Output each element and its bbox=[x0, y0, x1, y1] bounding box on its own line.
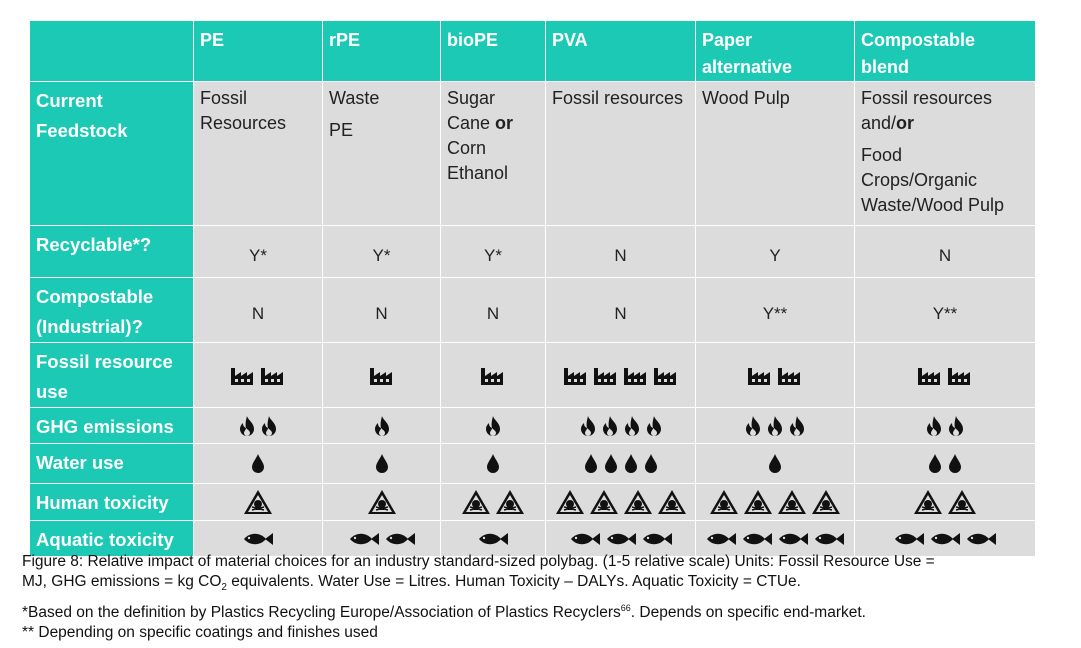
skull-warning-icon bbox=[743, 489, 773, 515]
human-rating-cell bbox=[323, 484, 441, 521]
skull-warning-icon bbox=[243, 489, 273, 515]
recyclable-cell: Y* bbox=[194, 226, 323, 278]
flame-icon bbox=[484, 415, 502, 437]
figure-caption bbox=[22, 552, 1062, 643]
caption-line-1: Figure 8: Relative impact of material choices for an industry standard-sized polybag. (1-5 relative scale) Units: Fossil Resource Use = bbox=[22, 553, 935, 570]
column-header-compostable-blend: Compostable blend bbox=[855, 21, 1036, 82]
skull-warning-icon bbox=[367, 489, 397, 515]
water-rating-cell bbox=[194, 444, 323, 484]
human-rating-cell bbox=[441, 484, 546, 521]
human-rating-cell bbox=[696, 484, 855, 521]
feedstock-cell: Fossil Resources bbox=[194, 82, 323, 226]
compostable-cell: N bbox=[194, 278, 323, 343]
water-drop-icon bbox=[623, 453, 639, 475]
fish-icon bbox=[705, 531, 737, 547]
fish-icon bbox=[777, 531, 809, 547]
feedstock-cell: Fossil resources bbox=[546, 82, 696, 226]
factory-icon bbox=[623, 364, 649, 386]
flame-icon bbox=[579, 415, 597, 437]
compostable-cell: Y** bbox=[696, 278, 855, 343]
ghg-rating-cell bbox=[855, 408, 1036, 444]
factory-icon bbox=[563, 364, 589, 386]
feedstock-cell: Fossil resources and/or Food Crops/Organic Waste/Wood Pulp bbox=[855, 82, 1036, 226]
column-header-biope: bioPE bbox=[441, 21, 546, 82]
factory-icon bbox=[230, 364, 256, 386]
fossil-rating-cell bbox=[855, 343, 1036, 408]
compostable-cell: Y** bbox=[855, 278, 1036, 343]
impact-comparison-table bbox=[29, 20, 1036, 557]
row-feedstock bbox=[30, 82, 1036, 226]
water-drop-icon bbox=[250, 453, 266, 475]
fish-icon bbox=[384, 531, 416, 547]
water-rating-cell bbox=[323, 444, 441, 484]
fish-icon bbox=[929, 531, 961, 547]
skull-warning-icon bbox=[947, 489, 977, 515]
fish-icon bbox=[641, 531, 673, 547]
skull-warning-icon bbox=[913, 489, 943, 515]
flame-icon bbox=[744, 415, 762, 437]
water-drop-icon bbox=[927, 453, 943, 475]
skull-warning-icon bbox=[555, 489, 585, 515]
row-fossil bbox=[30, 343, 1036, 408]
factory-icon bbox=[369, 364, 395, 386]
fish-icon bbox=[477, 531, 509, 547]
water-rating-cell bbox=[855, 444, 1036, 484]
ghg-rating-cell bbox=[194, 408, 323, 444]
flame-icon bbox=[373, 415, 391, 437]
column-header-rpe: rPE bbox=[323, 21, 441, 82]
feedstock-cell: Wood Pulp bbox=[696, 82, 855, 226]
fossil-rating-cell bbox=[441, 343, 546, 408]
factory-icon bbox=[480, 364, 506, 386]
flame-icon bbox=[238, 415, 256, 437]
water-rating-cell bbox=[546, 444, 696, 484]
compostable-cell: N bbox=[323, 278, 441, 343]
skull-warning-icon bbox=[623, 489, 653, 515]
factory-icon bbox=[777, 364, 803, 386]
fish-icon bbox=[605, 531, 637, 547]
skull-warning-icon bbox=[589, 489, 619, 515]
factory-icon bbox=[653, 364, 679, 386]
flame-icon bbox=[645, 415, 663, 437]
column-header-paper-alternative: Paper alternative bbox=[696, 21, 855, 82]
ghg-rating-cell bbox=[441, 408, 546, 444]
factory-icon bbox=[593, 364, 619, 386]
water-drop-icon bbox=[374, 453, 390, 475]
column-header-pva: PVA bbox=[546, 21, 696, 82]
recyclable-cell: Y* bbox=[323, 226, 441, 278]
fish-icon bbox=[813, 531, 845, 547]
row-label-fossil: Fossil resource use bbox=[30, 343, 194, 408]
fossil-rating-cell bbox=[323, 343, 441, 408]
recyclable-cell: N bbox=[855, 226, 1036, 278]
flame-icon bbox=[788, 415, 806, 437]
human-rating-cell bbox=[855, 484, 1036, 521]
skull-warning-icon bbox=[811, 489, 841, 515]
skull-warning-icon bbox=[709, 489, 739, 515]
recyclable-cell: N bbox=[546, 226, 696, 278]
factory-icon bbox=[747, 364, 773, 386]
water-rating-cell bbox=[441, 444, 546, 484]
compostable-cell: N bbox=[441, 278, 546, 343]
feedstock-cell: Waste PE bbox=[323, 82, 441, 226]
flame-icon bbox=[601, 415, 619, 437]
header-row bbox=[30, 21, 1036, 82]
compostable-cell: N bbox=[546, 278, 696, 343]
caption-line-4: ** Depending on specific coatings and finishes used bbox=[22, 624, 378, 642]
skull-warning-icon bbox=[777, 489, 807, 515]
recyclable-cell: Y* bbox=[441, 226, 546, 278]
water-drop-icon bbox=[603, 453, 619, 475]
flame-icon bbox=[623, 415, 641, 437]
water-drop-icon bbox=[947, 453, 963, 475]
row-label-human: Human toxicity bbox=[30, 484, 194, 521]
row-label-ghg: GHG emissions bbox=[30, 408, 194, 444]
row-label-aquatic: Aquatic toxicity bbox=[30, 521, 194, 557]
water-drop-icon bbox=[583, 453, 599, 475]
header-corner bbox=[30, 21, 194, 82]
row-human bbox=[30, 484, 1036, 521]
fish-icon bbox=[741, 531, 773, 547]
skull-warning-icon bbox=[495, 489, 525, 515]
fossil-rating-cell bbox=[546, 343, 696, 408]
row-label-water: Water use bbox=[30, 444, 194, 484]
fossil-rating-cell bbox=[696, 343, 855, 408]
factory-icon bbox=[917, 364, 943, 386]
row-label-feedstock: Current Feedstock bbox=[30, 82, 194, 226]
row-compostable bbox=[30, 278, 1036, 343]
human-rating-cell bbox=[194, 484, 323, 521]
row-label-compostable: Compostable (Industrial)? bbox=[30, 278, 194, 343]
human-rating-cell bbox=[546, 484, 696, 521]
fossil-rating-cell bbox=[194, 343, 323, 408]
feedstock-cell: Sugar Cane or Corn Ethanol bbox=[441, 82, 546, 226]
fish-icon bbox=[348, 531, 380, 547]
water-drop-icon bbox=[767, 453, 783, 475]
row-label-recyclable: Recyclable*? bbox=[30, 226, 194, 278]
row-recyclable bbox=[30, 226, 1036, 278]
flame-icon bbox=[925, 415, 943, 437]
column-header-pe: PE bbox=[194, 21, 323, 82]
row-ghg bbox=[30, 408, 1036, 444]
ghg-rating-cell bbox=[696, 408, 855, 444]
ghg-rating-cell bbox=[323, 408, 441, 444]
fish-icon bbox=[965, 531, 997, 547]
skull-warning-icon bbox=[657, 489, 687, 515]
caption-line-2: MJ, GHG emissions = kg $CO_2$ equivalents. Water Use = Litres. Human Toxicity – DALYs. Aquatic Toxicity = CTUe. bbox=[22, 573, 801, 594]
flame-icon bbox=[947, 415, 965, 437]
flame-icon bbox=[260, 415, 278, 437]
water-drop-icon bbox=[485, 453, 501, 475]
factory-icon bbox=[947, 364, 973, 386]
fish-icon bbox=[569, 531, 601, 547]
skull-warning-icon bbox=[461, 489, 491, 515]
ghg-rating-cell bbox=[546, 408, 696, 444]
row-water bbox=[30, 444, 1036, 484]
flame-icon bbox=[766, 415, 784, 437]
fish-icon bbox=[242, 531, 274, 547]
fish-icon bbox=[893, 531, 925, 547]
factory-icon bbox=[260, 364, 286, 386]
recyclable-cell: Y bbox=[696, 226, 855, 278]
water-drop-icon bbox=[643, 453, 659, 475]
caption-line-3: *Based on the definition by Plastics Recycling Europe/Association of Plastics Recyclers$^{66}$. Depends on specific end-market. bbox=[22, 603, 866, 622]
water-rating-cell bbox=[696, 444, 855, 484]
